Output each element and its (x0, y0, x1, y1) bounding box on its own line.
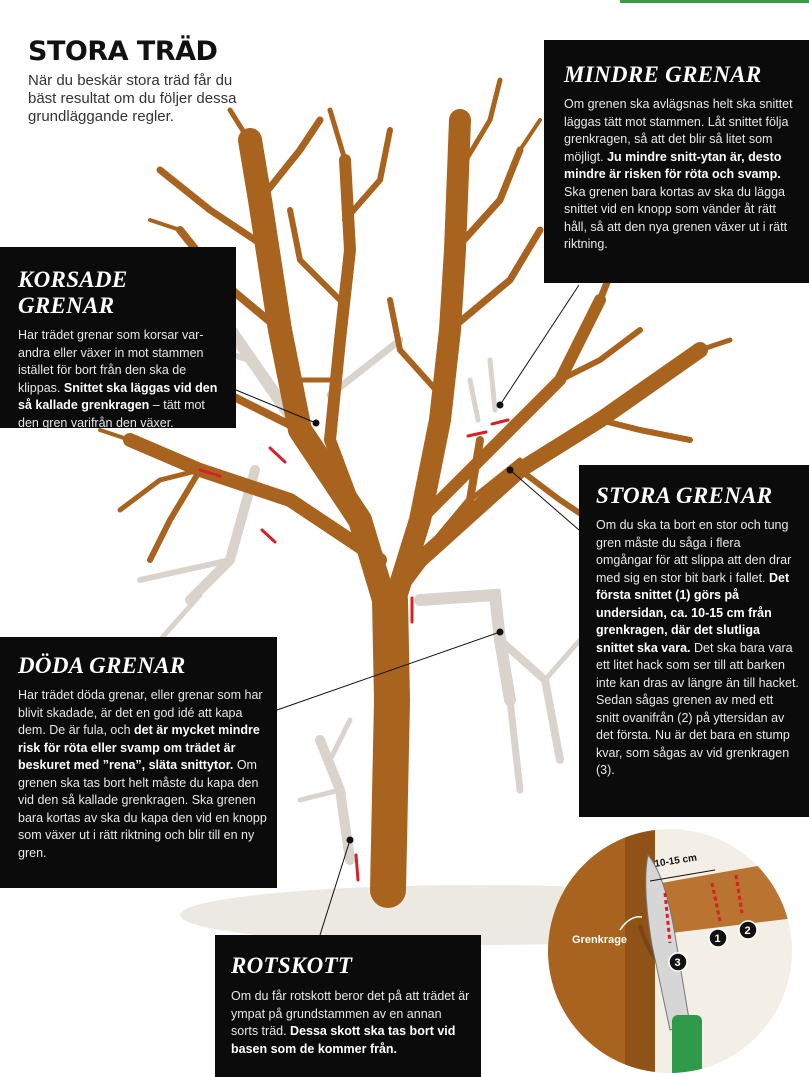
section-title: DÖDA GRENAR (18, 653, 186, 678)
section-doda-grenar (0, 637, 277, 888)
collar-label: Grenkrage (572, 934, 628, 946)
intro-text: När du beskär stora träd får du bäst resultat om du följer dessa grundläggande regler. (28, 72, 237, 125)
section-mindre-grenar (544, 40, 809, 283)
cut-number-3: 3 (674, 957, 681, 969)
section-text: Om du får rotskott beror det på att trädet är ympat på grundstammen av en annan sorts träd. Dessa skott ska tas bort vid basen som de kommer från. (231, 989, 470, 1056)
section-stora-grenar (579, 465, 809, 817)
three-cut-inset (530, 815, 809, 1077)
measure-label: 10-15 cm (653, 852, 698, 870)
section-text: Om du ska ta bort en stor och tung gren måste du såga i flera omgångar för att slippa att den drar med sig en stor bit bark i fallet. Det första snittet (1) görs på undersidan, ca. 10-15 cm från grenkragen, där det slutliga snittet ska vara. Det ska bara vara ett litet hack som ser till att barken inte kan dras av längre än till hacket. Sedan sågas grenen av med ett snitt ovanifrån (2) på yttersidan av det första. Nu är det bara en stump kvar, som sågas av vid grenkragen (3). (596, 518, 799, 777)
section-text: Har trädet grenar som korsar var-andra eller växer in mot stammen istället för bort från den ska de klippas. Snittet ska läggas vid den så kallade grenkragen – tätt mot den gren varifrån den växer. (18, 328, 218, 430)
section-title: ROTSKOTT (231, 953, 353, 978)
cut-number-1: 1 (714, 933, 721, 945)
section-text: Har trädet döda grenar, eller grenar som har blivit skadade, är det en god idé att kapa dem. De är fula, och det är mycket mindre risk för röta eller svamp om trädet är beskuret med ”rena”, släta snittytor. Om grenen ska tas bort helt måste du kapa den vid den så kallade grenkragen. Ska grenen bara kortas av ska du kapa den vid en knopp som växer ut i rätt riktning och blir till en ny gren. (18, 688, 267, 860)
section-text: Om grenen ska avlägsnas helt ska snittet läggas tätt mot stammen. Låt snittet följa grenkragen, så att det blir så litet som möjligt. Ju mindre snitt-ytan är, desto mindre är risken för röta och svamp. Ska grenen bara kortas av ska du lägga snittet vid en knopp som vänder åt rätt håll, så att den nya grenen växer ut i rätt riktning. (564, 97, 793, 251)
section-title: MINDRE GRENAR (564, 62, 762, 87)
page-title: STORA TRÄD (28, 36, 218, 67)
cut-number-2: 2 (744, 925, 751, 937)
saw-handle (672, 1015, 702, 1077)
section-title: STORA GRENAR (596, 483, 773, 508)
section-rotskott (215, 935, 481, 1077)
section-title: KORSADE GRENAR (18, 267, 128, 318)
section-korsade-grenar (0, 247, 236, 428)
